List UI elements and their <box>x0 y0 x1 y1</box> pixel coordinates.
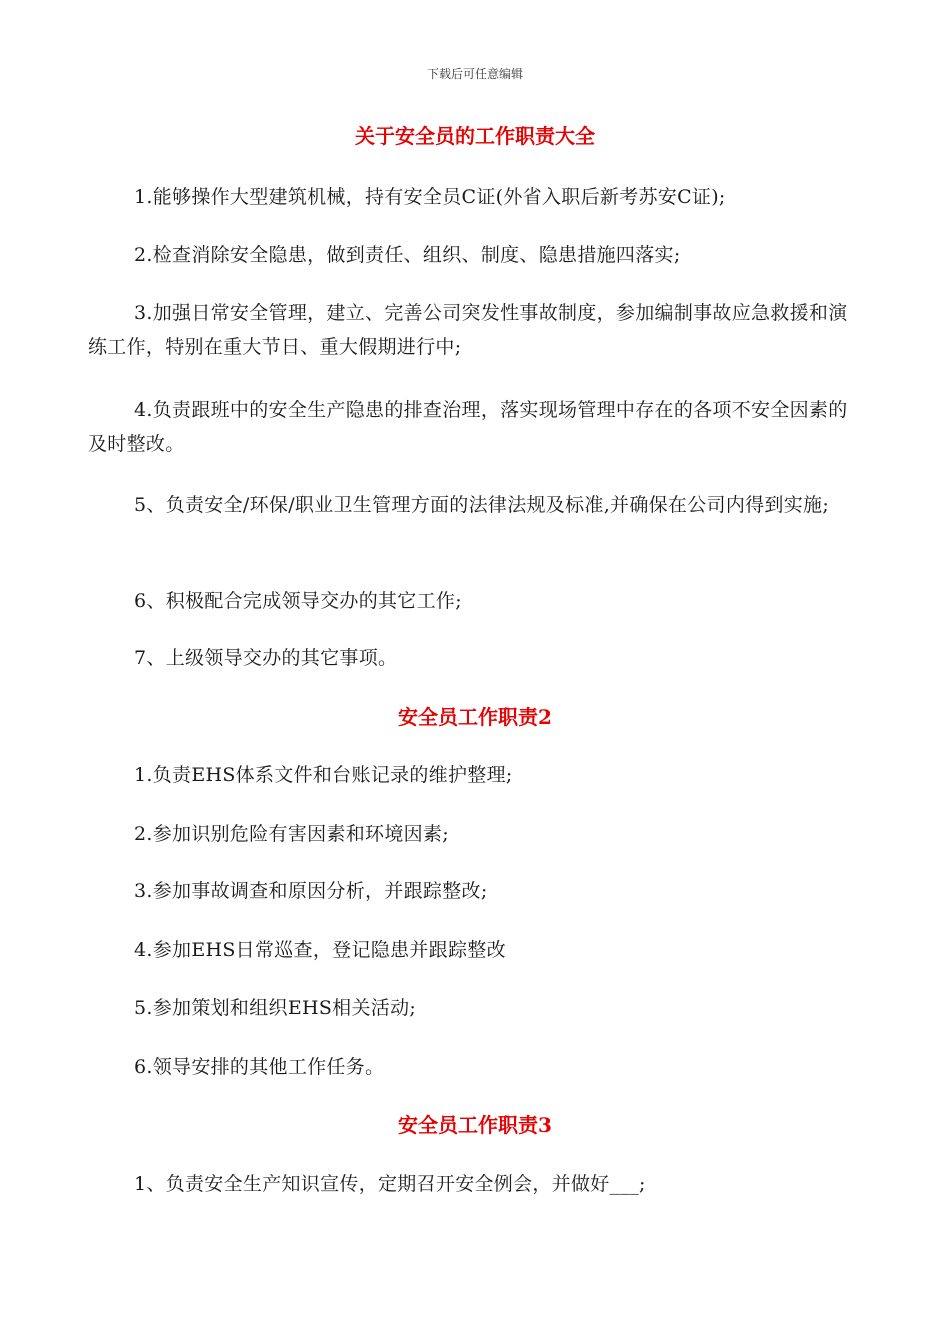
section-1-item-2: 2.检查消除安全隐患，做到责任、组织、制度、隐患措施四落实; <box>134 244 681 266</box>
section-title-1: 关于安全员的工作职责大全 <box>355 124 595 148</box>
section-3-item-1: 1、负责安全生产知识宣传，定期召开安全例会，并做好___; <box>134 1173 646 1195</box>
section-1-item-4: 4.负责跟班中的安全生产隐患的排查治理，落实现场管理中存在的各项不安全因素的及时整改。 <box>88 399 848 455</box>
section-2-item-1: 1.负责EHS体系文件和台账记录的维护整理; <box>134 764 513 786</box>
section-2-item-4: 4.参加EHS日常巡查，登记隐患并跟踪整改 <box>134 939 506 961</box>
section-1-item-3: 3.加强日常安全管理，建立、完善公司突发性事故制度，参加编制事故应急救援和演练工作，特别在重大节日、重大假期进行中; <box>88 302 848 358</box>
section-1-item-6: 6、积极配合完成领导交办的其它工作; <box>134 590 462 612</box>
section-2-item-3: 3.参加事故调查和原因分析，并跟踪整改; <box>134 880 488 902</box>
section-1-item-1: 1.能够操作大型建筑机械，持有安全员C证(外省入职后新考苏安C证); <box>134 186 726 208</box>
section-title-3: 安全员工作职责3 <box>398 1113 552 1137</box>
section-2-item-2: 2.参加识别危险有害因素和环境因素; <box>134 823 449 845</box>
section-2-item-6: 6.领导安排的其他工作任务。 <box>134 1056 385 1078</box>
section-title-2: 安全员工作职责2 <box>398 705 552 729</box>
section-1-item-5: 5、负责安全/环保/职业卫生管理方面的法律法规及标准,并确保在公司内得到实施; <box>134 494 830 516</box>
section-1-item-7: 7、上级领导交办的其它事项。 <box>134 647 398 669</box>
section-2-item-5: 5.参加策划和组织EHS相关活动; <box>134 997 417 1019</box>
header-note: 下载后可任意编辑 <box>426 67 523 81</box>
